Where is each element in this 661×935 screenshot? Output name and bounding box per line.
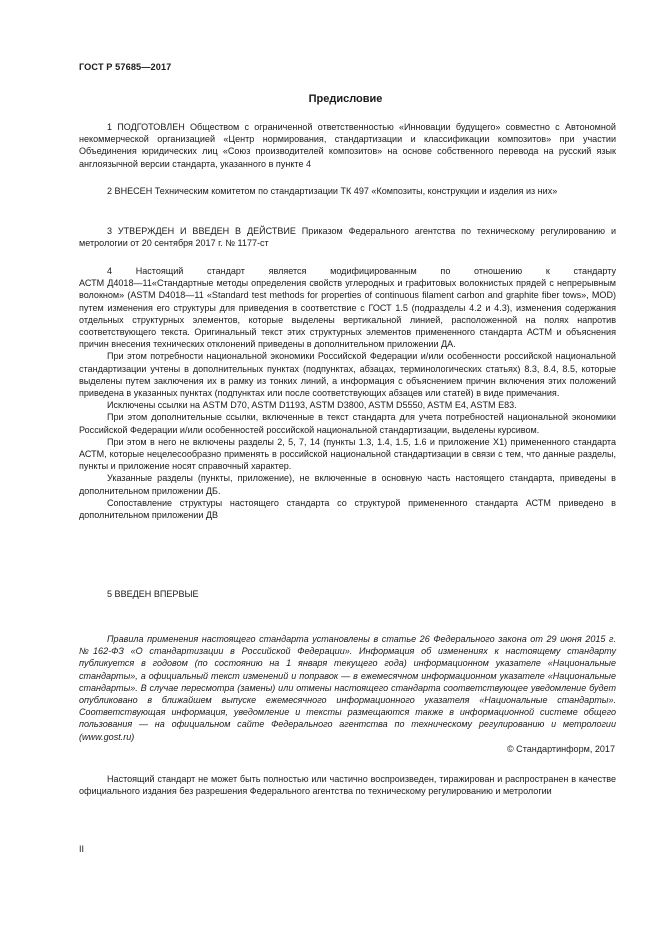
item-4-structure-comparison: Сопоставление структуры настоящего стандарта со структурой примененного стандарта АСТМ приведено в дополнительном приложении ДВ	[79, 497, 616, 521]
page-title: Предисловие	[308, 93, 383, 105]
item-5-introduced	[79, 588, 616, 600]
item-1-prepared	[79, 121, 616, 170]
rules-notice-text: Правила применения настоящего стандарта установлены в статье 26 Федерального закона от 29 июня 2015 г. №162-ФЗ «О стандартизации в Российской Федерации». Информация об изменениях к настоящему стандарту публикуется в годовом (по состоянию на 1 января текущего года) информационном указателе «Национальные стандарты», а официальный текст изменений и поправок — в ежемесячном информационном указателе «Национальные стандарты». В случае пересмотра (замены) или отмены настоящего стандарта соответствующее уведомление будет опубликовано в ближайшем выпуске ежемесячного информационного указателя «Национальные стандарты». Соответствующая информация, уведомление и тексты размещаются также в информационной системе общего пользования — на официальном сайте Федерального агентства по техническому регулированию и метрологии (www.gost.ru)	[79, 634, 616, 742]
reproduction-notice-text: Настоящий стандарт не может быть полностью или частично воспроизведен, тиражирован и распространен в качестве официального издания без разрешения Федерального агентства по техническому регулированию и метрологии	[79, 774, 616, 797]
item-4-excluded-sections: При этом в него не включены разделы 2, 5, 7, 14 (пункты 1.3, 1.4, 1.5, 1.6 и приложение X1) примененного стандарта АСТМ, которые нецелесообразно применять в российской национальной стандартизации в связи с тем, что данные разделы, пункты и приложение носят справочный характер.	[79, 436, 616, 472]
item-3-approved	[79, 225, 616, 249]
reproduction-notice	[79, 773, 616, 797]
item-4-additional-refs: При этом дополнительные ссылки, включенные в текст стандарта для учета потребностей национальной экономики Российской Федерации и/или особенностей российской национальной стандартизации, выделены курсивом.	[79, 412, 616, 435]
standard-code: ГОСТ Р 57685—2017	[79, 62, 172, 72]
item-1-text: 1 ПОДГОТОВЛЕН Обществом с ограниченной ответственностью «Инновации будущего» совместно с Автономной некоммерческой организацией «Центр нормирования, стандартизации и классификации композитов» при участии Объединения юридических лиц «Союз производителей композитов» на основе собственного перевода на русский язык англоязычной версии стандарта, указанного в пункте 4	[79, 122, 616, 169]
item-4-sections-appendix: Указанные разделы (пункты, приложение), не включенные в основную часть настоящего стандарта, приведены в дополнительном приложении ДБ.	[79, 473, 616, 496]
item-4-first-line: 4 Настоящий стандарт является модифицированным по отношению к стандарту	[107, 266, 616, 276]
item-4-national-needs: При этом потребности национальной экономики Российской Федерации и/или особенности российской национальной стандартизации учтены в дополнительных пунктах (подпунктах, абзацах, терминологических статьях) 8.3, 8.4, 8.5, которые выделены путем заключения их в рамку из тонких линий, а информация с объяснением причин включения этих положений приведена в указанных пунктах (подпунктах или после соответствующих абзацев или статей) в виде примечания.	[79, 351, 616, 399]
page-number: II	[79, 844, 85, 854]
item-4-modification	[79, 265, 616, 521]
item-4-body: АСТМ Д4018—11«Стандартные методы определения свойств углеродных и графитовых волокнистых прядей с непрерывным волокном» (ASTM D4018—11 «Standard test methods for properties of continuous filament carbon and graphite fiber tows», MOD) путем изменения его структуры для приведения в соответствие с ГОСТ 1.5 (подразделы 4.2 и 4.3), изменения содержания отдельных структурных элементов, которые выделены вертикальной линией, расположенной на полях напротив соответствующего текста. Оригинальный текст этих структурных элементов примененного стандарта АСТМ и объяснения причин внесения технических отклонений приведены в дополнительном приложении ДА.	[79, 278, 616, 350]
item-2-submitted	[79, 185, 616, 197]
copyright: © Стандартинформ, 2017	[507, 744, 615, 754]
item-3-text: 3 УТВЕРЖДЕН И ВВЕДЕН В ДЕЙСТВИЕ Приказом Федерального агентства по техническому регулированию и метрологии от 20 сентября 2017 г. № 1177-ст	[79, 226, 616, 249]
item-2-text: 2 ВНЕСЕН Техническим комитетом по стандартизации ТК 497 «Композиты, конструкции и изделия из них»	[107, 186, 558, 196]
rules-notice	[79, 633, 616, 743]
item-4-excluded-refs: Исключены ссылки на ASTM D70, ASTM D1193, ASTM D3800, ASTM D5550, ASTM E4, ASTM E83.	[107, 400, 517, 411]
item-5-text: 5 ВВЕДЕН ВПЕРВЫЕ	[107, 589, 199, 599]
